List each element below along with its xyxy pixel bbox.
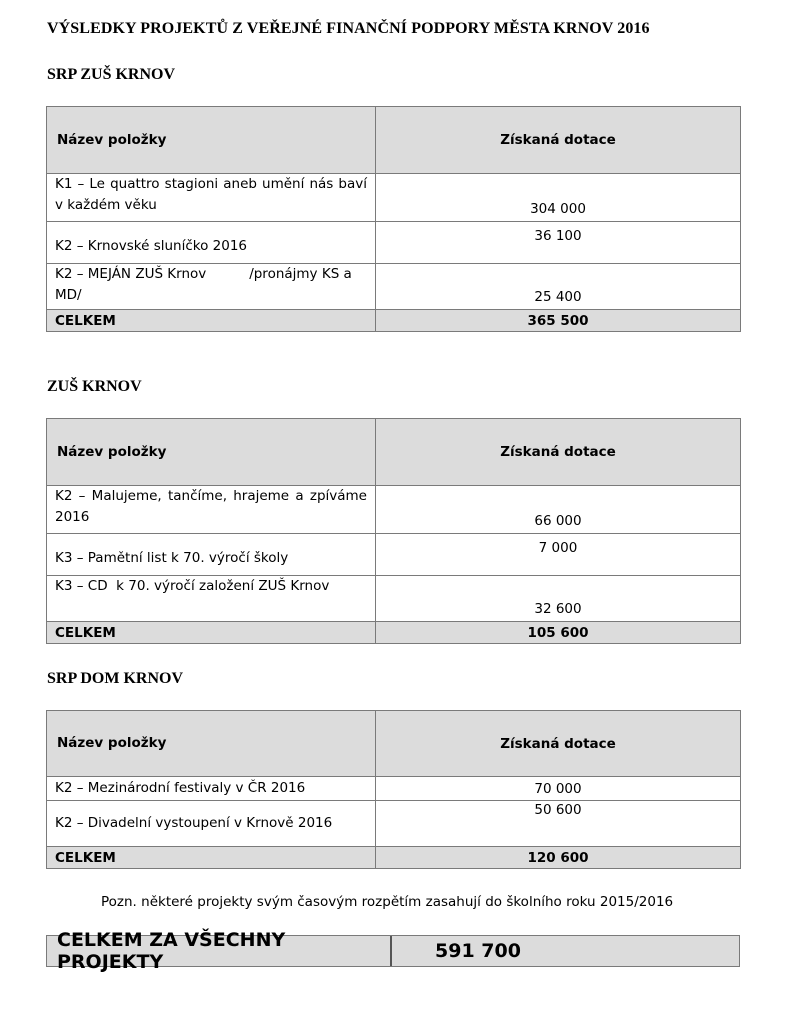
table-header-row bbox=[47, 107, 741, 174]
item-amount: 32 600 bbox=[376, 576, 741, 622]
table-row bbox=[47, 222, 741, 264]
grand-total-box bbox=[46, 929, 740, 973]
grand-total-value: 591 700 bbox=[435, 940, 521, 962]
table-header-row bbox=[47, 711, 741, 777]
table-row bbox=[47, 534, 741, 576]
total-row bbox=[47, 847, 741, 869]
item-name: K2 – MEJÁN ZUŠ Krnov /pronájmy KS a MD/ bbox=[47, 264, 376, 310]
item-amount: 50 600 bbox=[376, 801, 741, 847]
footnote: Pozn. některé projekty svým časovým rozpětím zasahují do školního roku 2015/2016 bbox=[101, 894, 674, 910]
column-header-amount: Získaná dotace bbox=[376, 419, 741, 486]
column-header-amount: Získaná dotace bbox=[376, 711, 741, 777]
total-label: CELKEM bbox=[47, 310, 376, 332]
item-amount: 66 000 bbox=[376, 486, 741, 534]
total-amount: 365 500 bbox=[376, 310, 741, 332]
item-name: K2 – Divadelní vystoupení v Krnově 2016 bbox=[47, 801, 376, 847]
item-amount: 36 100 bbox=[376, 222, 741, 264]
column-header-amount: Získaná dotace bbox=[376, 107, 741, 174]
table-row bbox=[47, 801, 741, 847]
table-header-row bbox=[47, 419, 741, 486]
item-amount: 7 000 bbox=[376, 534, 741, 576]
item-name: K2 – Malujeme, tančíme, hrajeme a zpíváme 2016 bbox=[47, 486, 376, 534]
column-header-name: Název položky bbox=[47, 107, 376, 174]
section-title-srp-zus: SRP ZUŠ KRNOV bbox=[47, 66, 176, 83]
total-row bbox=[47, 622, 741, 644]
item-name: K3 – Pamětní list k 70. výročí školy bbox=[47, 534, 376, 576]
section-title-srp-dom: SRP DOM KRNOV bbox=[47, 670, 183, 687]
total-amount: 120 600 bbox=[376, 847, 741, 869]
grand-total-label: CELKEM ZA VŠECHNY PROJEKTY bbox=[47, 936, 392, 966]
item-name: K3 – CD k 70. výročí založení ZUŠ Krnov bbox=[47, 576, 376, 622]
grant-table-zus bbox=[46, 418, 741, 644]
document-title: VÝSLEDKY PROJEKTŮ Z VEŘEJNÉ FINANČNÍ PODPORY MĚSTA KRNOV 2016 bbox=[47, 20, 650, 37]
column-header-name: Název položky bbox=[47, 711, 376, 777]
column-header-name: Název položky bbox=[47, 419, 376, 486]
total-label: CELKEM bbox=[47, 622, 376, 644]
total-label: CELKEM bbox=[47, 847, 376, 869]
item-name: K1 – Le quattro stagioni aneb umění nás baví v každém věku bbox=[47, 174, 376, 222]
item-amount: 25 400 bbox=[376, 264, 741, 310]
item-name: K2 – Mezinárodní festivaly v ČR 2016 bbox=[47, 777, 376, 801]
item-amount: 304 000 bbox=[376, 174, 741, 222]
item-amount: 70 000 bbox=[376, 777, 741, 801]
total-row bbox=[47, 310, 741, 332]
grant-table-srp-dom bbox=[46, 710, 741, 869]
table-row bbox=[47, 264, 741, 310]
section-title-zus: ZUŠ KRNOV bbox=[47, 378, 142, 395]
total-amount: 105 600 bbox=[376, 622, 741, 644]
table-row bbox=[47, 486, 741, 534]
table-row bbox=[47, 576, 741, 622]
item-name: K2 – Krnovské sluníčko 2016 bbox=[47, 222, 376, 264]
grant-table-srp-zus bbox=[46, 106, 741, 332]
table-row bbox=[47, 777, 741, 801]
table-row bbox=[47, 174, 741, 222]
